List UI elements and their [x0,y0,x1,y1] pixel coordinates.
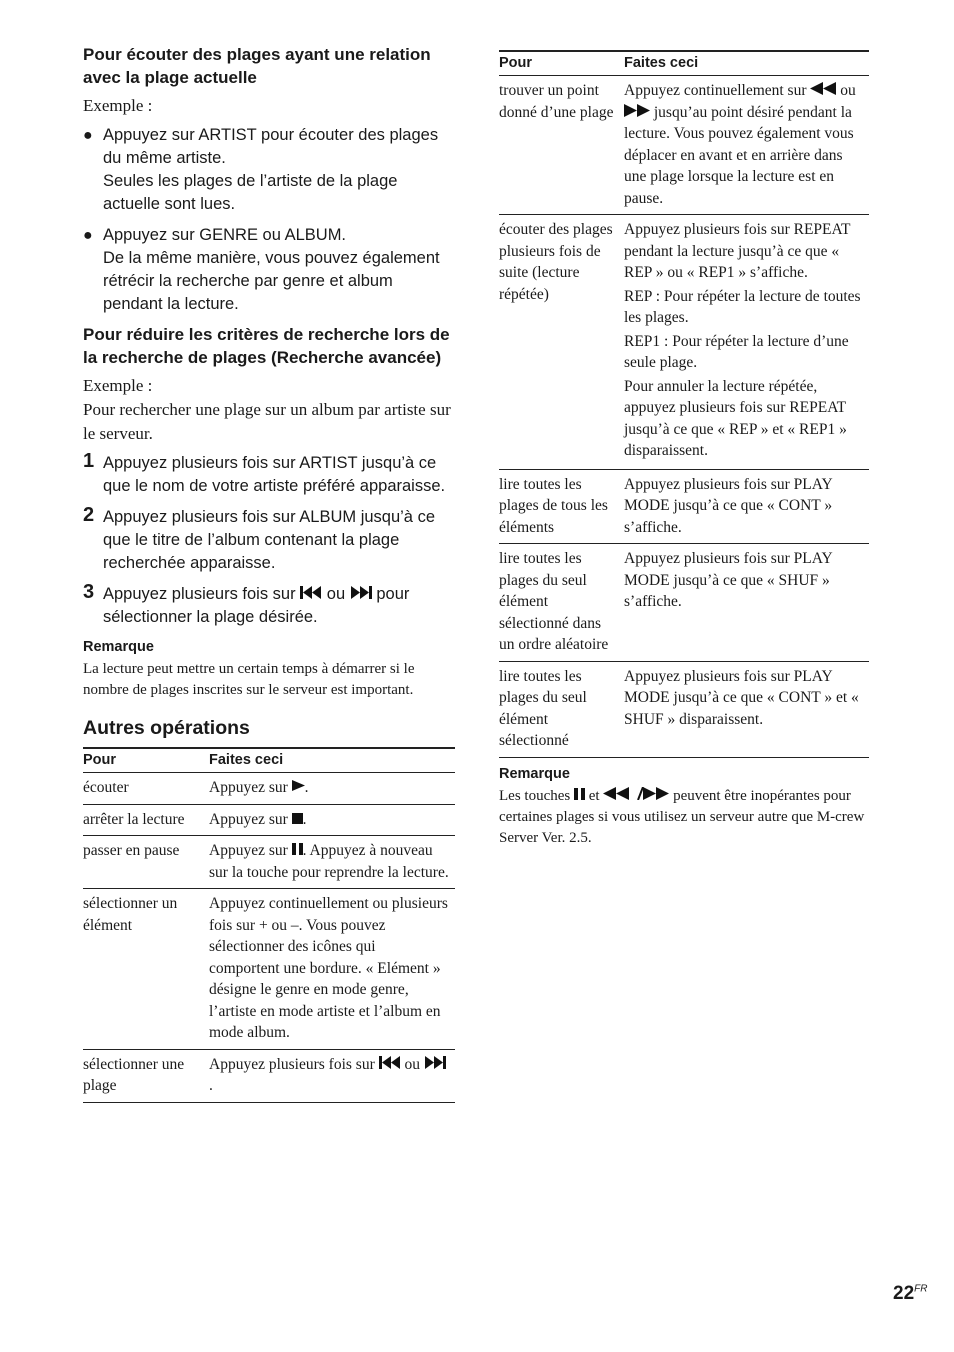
cell-paragraph: Appuyez plusieurs fois sur REPEAT pendant la lecture jusqu’à ce que « REP » ou « REP1 » s’affiche. [624,221,851,281]
left-column [83,44,455,1103]
table-cell-pour: sélectionner un élément [83,889,209,1050]
table-cell-action: Appuyez plusieurs fois sur PLAY MODE jusqu’à ce que « CONT » s’affiche. [624,469,869,544]
example-label: Exemple : [83,376,153,395]
bullet-subtext: De la même manière, vous pouvez également rétrécir la recherche par genre et album pendant la lecture. [103,249,440,313]
step-text: Appuyez plusieurs fois sur ARTIST jusqu’à ce que le nom de votre artiste préféré apparaisse. [103,454,446,495]
step-text: Appuyez plusieurs fois sur ALBUM jusqu’à ce que le titre de l’album contenant la plage recherchée apparaisse. [103,508,435,572]
table-cell-pour: écouter [83,773,209,805]
example-text: Pour rechercher une plage sur un album par artiste sur le serveur. [83,400,451,443]
table-cell-action [624,76,869,215]
table-header-row [499,51,869,76]
bullet-icon: ● [83,127,93,144]
bullet-list [83,124,455,316]
step-number: 2 [83,504,95,526]
cell-text: . [304,779,309,796]
bullet-subtext: Seules les plages de l’artiste de la plage actuelle sont lues. [103,172,398,213]
step-text-b: pour sélectionner la plage désirée. [103,585,410,626]
table-cell-pour: sélectionner une plage [83,1049,209,1102]
section-heading-advanced-search: Pour réduire les critères de recherche lors de la recherche de plages (Recherche avancée) [83,325,450,367]
page-lang: FR [914,1283,928,1295]
remark-heading: Remarque [83,639,154,655]
other-operations-heading: Autres opérations [83,717,250,739]
table-header-faites-ceci: Faites ceci [624,51,869,76]
table-cell-pour: écouter des plages plusieurs fois de suite (lecture répétée) [499,215,624,470]
step-3 [83,583,455,629]
cell-text: Appuyez sur [209,842,288,859]
cell-paragraph: REP : Pour répéter la lecture de toutes les plages. [624,287,861,326]
cell-text: . [302,810,307,828]
rewind-fast-forward-icon [603,786,669,807]
cell-text: Appuyez sur [209,779,288,796]
table-row [499,469,869,544]
table-cell-pour: lire toutes les plages du seul élément sélectionné [499,661,624,757]
rewind-icon [810,80,836,102]
step-text-or: ou [326,585,346,603]
table-row [499,544,869,662]
table-cell-action [624,215,869,470]
cell-paragraph: Pour annuler la lecture répétée, appuyez plusieurs fois sur REPEAT jusqu’à ce que « REP » et « REP1 » disparaissent. [624,377,847,459]
table-cell-action [209,804,455,836]
table-header-pour: Pour [499,51,624,76]
table-cell-action [209,1049,455,1102]
table-cell-pour: arrêter la lecture [83,804,209,836]
table-row [499,661,869,757]
table-cell-action [209,773,455,805]
skip-previous-icon [379,1054,401,1076]
table-cell-pour: trouver un point donné d’une plage [499,76,624,215]
step-list [83,452,455,629]
table-cell-action: Appuyez plusieurs fois sur PLAY MODE jusqu’à ce que « SHUF » s’affiche. [624,544,869,662]
bullet-icon: ● [83,227,93,244]
bullet-item-genre-album [83,224,455,316]
pause-icon [574,786,585,807]
stop-icon [292,809,303,831]
table-row [83,1049,455,1102]
cell-text: ou [404,1055,420,1073]
table-cell-action [209,836,455,889]
remark-text-a: Les touches [499,787,571,804]
cell-text: Appuyez continuellement sur [624,82,807,99]
table-cell-pour: passer en pause [83,836,209,889]
remark-text-b: peuvent être inopérantes pour certaines plages si vous utilisez un serveur autre que M-crew Server Ver. 2.5. [499,787,865,846]
pause-icon [292,840,303,862]
table-cell-pour: lire toutes les plages de tous les éléments [499,469,624,544]
table-row [83,804,455,836]
cell-text: Appuyez sur [209,810,288,828]
step-2 [83,506,455,575]
remark-text-et: et [588,787,600,804]
table-row [83,889,455,1050]
skip-previous-icon [300,583,322,606]
step-1 [83,452,455,498]
cell-text: jusqu’au point désiré pendant la lecture. Vous pouvez également vous déplacer en avant et en arrière dans une plage lorsque la lecture est en pause. [624,103,854,207]
fast-forward-icon [624,102,650,124]
table-cell-pour: lire toutes les plages du seul élément sélectionné dans un ordre aléatoire [499,544,624,662]
table-header-row [83,748,455,773]
play-icon [292,777,305,799]
other-operations-table [83,747,455,1103]
cell-text: ou [840,82,856,99]
example-label: Exemple : [83,96,153,115]
remark-heading: Remarque [499,765,570,782]
page-number [893,1283,927,1305]
table-cell-action: Appuyez plusieurs fois sur PLAY MODE jusqu’à ce que « CONT » et « SHUF » disparaissent. [624,661,869,757]
cell-text: . [209,1077,213,1094]
bullet-text: Appuyez sur GENRE ou ALBUM. [103,226,347,244]
playback-options-table [499,50,869,758]
table-cell-action: Appuyez continuellement ou plusieurs fois sur + ou –. Vous pouvez sélectionner des icônes qui comportent une bordure. « Elément » désigne le genre en mode genre, l’artiste en mode artiste et l’album en mode album. [209,889,455,1050]
remark-text [499,786,869,849]
table-header-pour: Pour [83,748,209,773]
page-number-value: 22 [893,1283,915,1304]
cell-paragraph: REP1 : Pour répéter la lecture d’une seule plage. [624,332,849,371]
table-row [83,773,455,805]
step-number: 1 [83,450,95,472]
remark-text: La lecture peut mettre un certain temps à démarrer si le nombre de plages inscrites sur le serveur est important. [83,661,415,698]
skip-next-icon [424,1054,446,1076]
table-header-faites-ceci: Faites ceci [209,748,455,773]
skip-next-icon [350,583,372,606]
table-row [499,215,869,470]
section-heading-related-tracks: Pour écouter des plages ayant une relation avec la plage actuelle [83,45,431,87]
bullet-text: Appuyez sur ARTIST pour écouter des plages du même artiste. [103,126,439,167]
step-text-a: Appuyez plusieurs fois sur [103,585,296,603]
step-number: 3 [83,581,95,603]
table-row [83,836,455,889]
cell-text: Appuyez plusieurs fois sur [209,1055,375,1073]
right-column [499,50,869,849]
table-row [499,76,869,215]
bullet-item-artist [83,124,455,216]
cell-text: . Appuyez à nouveau sur la touche pour reprendre la lecture. [209,842,449,881]
